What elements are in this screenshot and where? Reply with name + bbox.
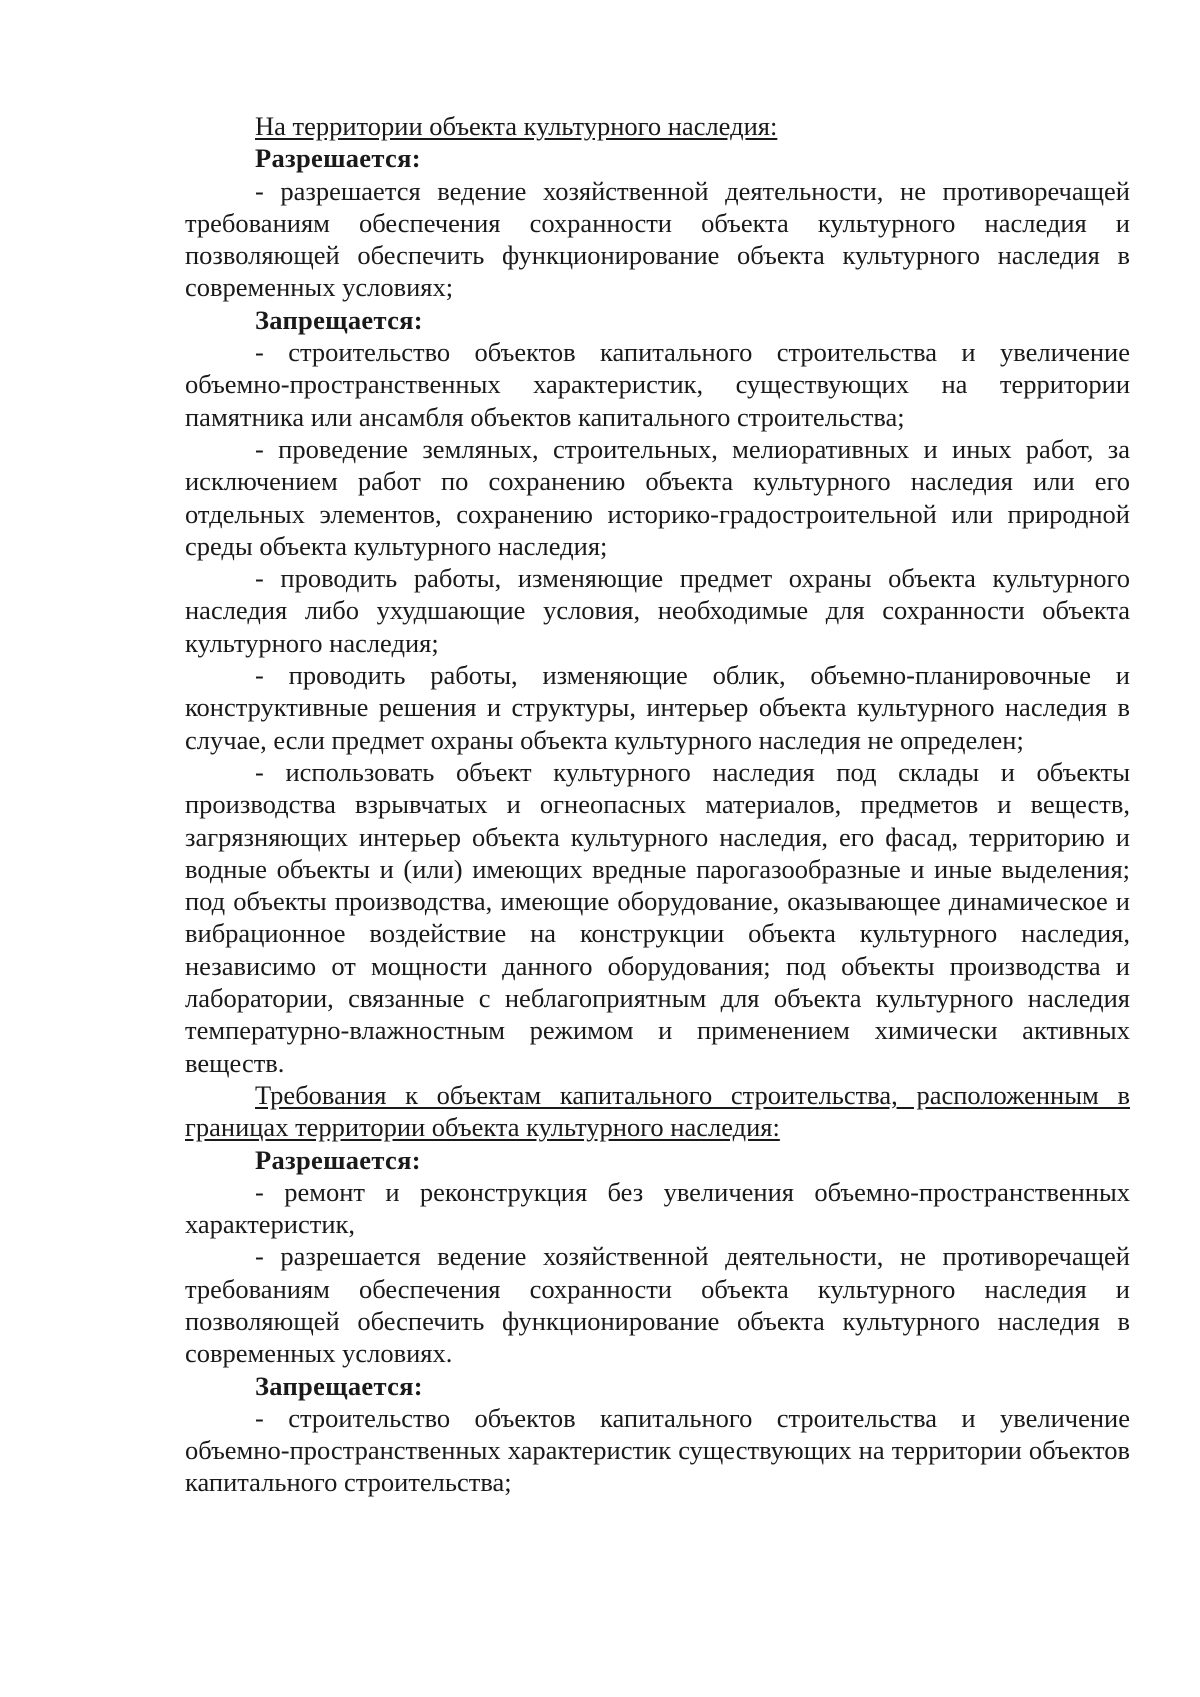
section-heading: Требования к объектам капитального строительства, расположенным в границах территории объекта культурного наследия: [185, 1079, 1130, 1143]
document-page [185, 110, 1130, 1499]
paragraph: - проведение земляных, строительных, мелиоративных и иных работ, за исключением работ по сохранению объекта культурного наследия или его отдельных элементов, сохранению историко-градостроительной или природной среды объекта культурного наследия; [185, 433, 1130, 561]
section-heading: На территории объекта культурного наследия: [255, 111, 778, 141]
paragraph: - использовать объект культурного наследия под склады и объекты производства взрывчатых и огнеопасных материалов, предметов и веществ, загрязняющих интерьер объекта культурного наследия, его фасад, территорию и водные объекты и (или) имеющих вредные парогазообразные и иные выделения; под объекты производства, имеющие оборудование, оказывающее динамическое и вибрационное воздействие на конструкции объекта культурного наследия, независимо от мощности данного оборудования; под объекты производства и лаборатории, связанные с неблагоприятным для объекта культурного наследия температурно-влажностным режимом и применением химически активных веществ. [185, 756, 1130, 1078]
forbidden-label: Запрещается: [255, 304, 423, 335]
allowed-label: Разрешается: [255, 143, 421, 174]
paragraph: - строительство объектов капитального строительства и увеличение объемно-пространственных характеристик, существующих на территории памятника или ансамбля объектов капитального строительства; [185, 337, 1130, 432]
paragraph: - строительство объектов капитального строительства и увеличение объемно-пространственных характеристик существующих на территории объектов капитального строительства; [185, 1402, 1130, 1498]
paragraph: - проводить работы, изменяющие облик, объемно-планировочные и конструктивные решения и структуры, интерьер объекта культурного наследия в случае, если предмет охраны объекта культурного наследия не определен; [185, 660, 1130, 755]
allowed-label: Разрешается: [255, 1144, 421, 1175]
paragraph: - разрешается ведение хозяйственной деятельности, не противоречащей требованиям обеспечения сохранности объекта культурного наследия и позволяющей обеспечить функционирование объекта культурного наследия в современных условиях; [185, 175, 1130, 303]
paragraph: - ремонт и реконструкция без увеличения объемно-пространственных характеристик, [185, 1176, 1130, 1240]
paragraph: - разрешается ведение хозяйственной деятельности, не противоречащей требованиям обеспечения сохранности объекта культурного наследия и позволяющей обеспечить функционирование объекта культурного наследия в современных условиях. [185, 1241, 1130, 1369]
paragraph: - проводить работы, изменяющие предмет охраны объекта культурного наследия либо ухудшающие условия, необходимые для сохранности объекта культурного наследия; [185, 563, 1130, 658]
forbidden-label: Запрещается: [255, 1370, 423, 1401]
